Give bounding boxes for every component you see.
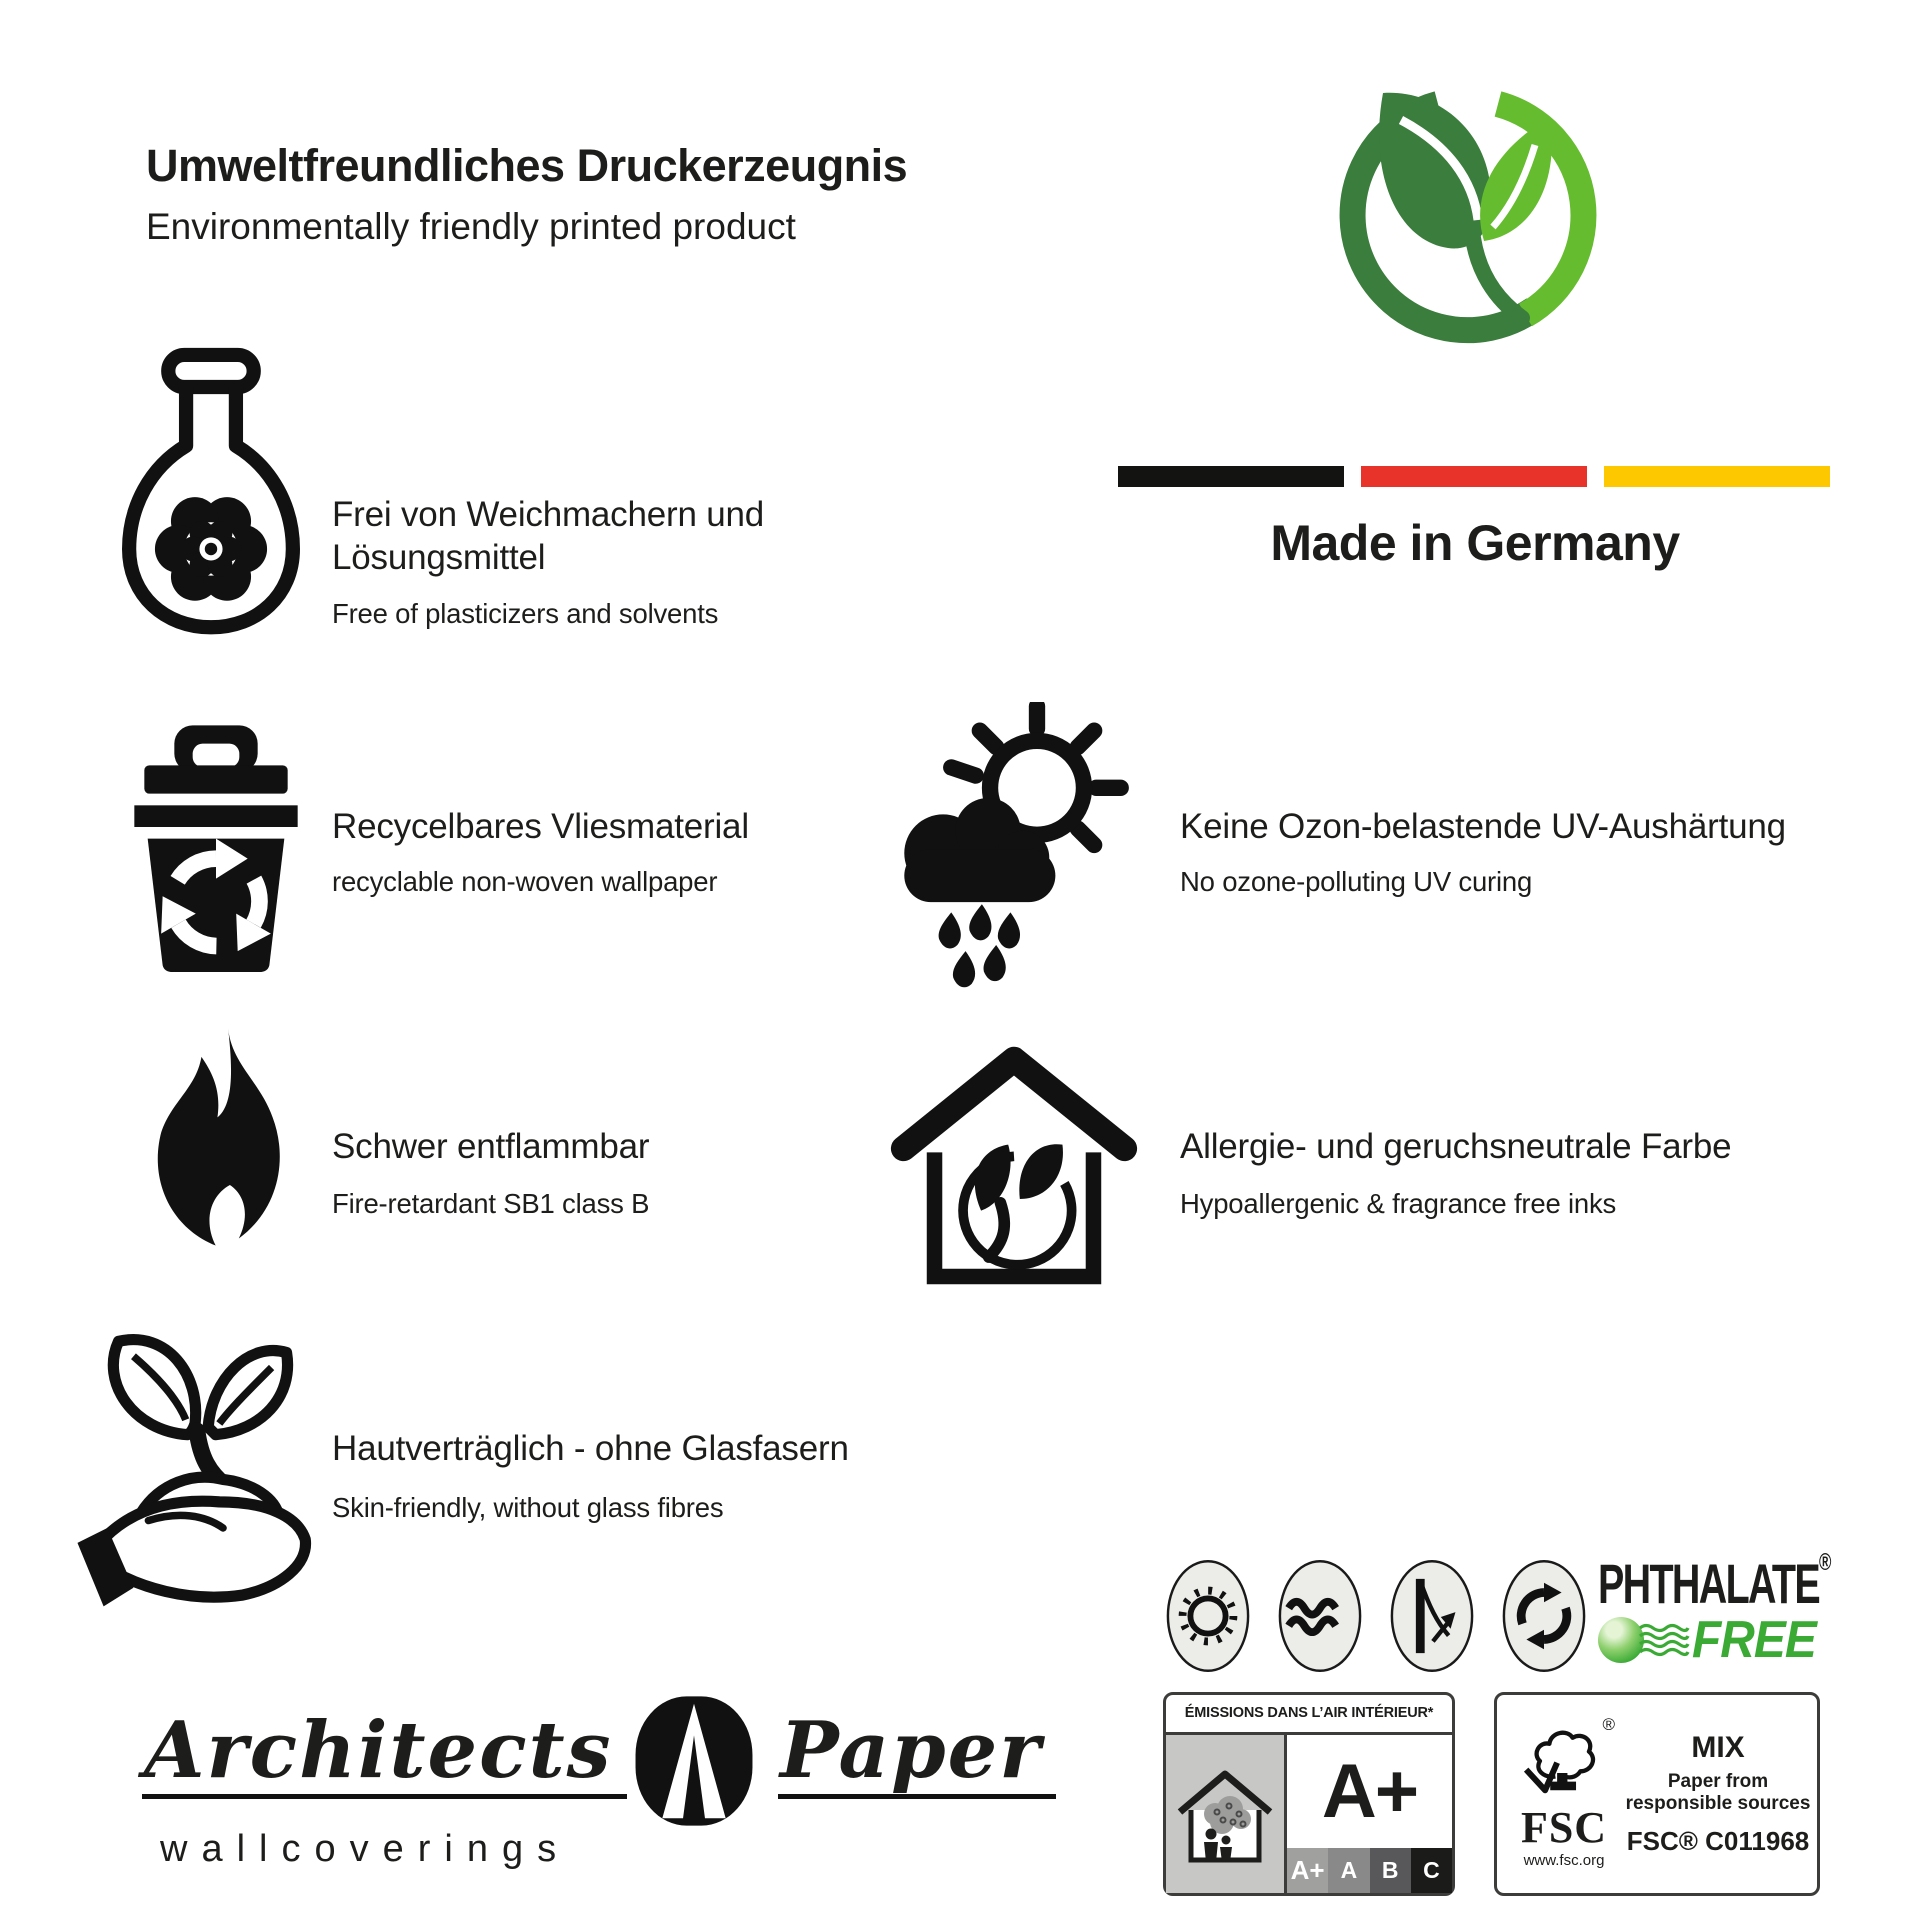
fsc-desc-line1: Paper from — [1667, 1770, 1769, 1792]
lightfastness-sun-icon — [1164, 1556, 1252, 1676]
feature-text-en: No ozone-polluting UV curing — [1180, 866, 1533, 897]
house-leaf-icon — [888, 1040, 1140, 1292]
scale-cell-a: A — [1328, 1848, 1369, 1893]
feature-text-de: Frei von Weichmachern und Lösungsmittel — [332, 495, 765, 577]
emissions-house-cell — [1166, 1735, 1287, 1893]
phthalate-free-logo — [1598, 1550, 1858, 1670]
registered-mark: ® — [1819, 1550, 1830, 1576]
brand-word-paper: Paper — [778, 1712, 1056, 1799]
emissions-title: ÉMISSIONS DANS L’AIR INTÉRIEUR* — [1166, 1695, 1452, 1735]
page-subtitle: Environmentally friendly printed product — [146, 206, 796, 247]
green-dot-recycle-icon — [1500, 1556, 1588, 1676]
feature-text-de: Allergie- und geruchsneutrale Farbe — [1180, 1127, 1732, 1166]
fsc-acronym: FSC — [1520, 1803, 1608, 1853]
fsc-desc-line2: responsible sources — [1625, 1792, 1811, 1814]
flag-black-bar — [1118, 466, 1344, 487]
architects-paper-badge-icon — [632, 1694, 756, 1828]
brand-subline: wallcoverings — [160, 1828, 571, 1870]
feature-text-de: Keine Ozon-belastende UV-Aushärtung — [1180, 807, 1786, 846]
scale-cell-b: B — [1370, 1848, 1411, 1893]
washable-waves-icon — [1276, 1556, 1364, 1676]
fsc-tree-icon — [1521, 1719, 1607, 1803]
feature-text-en: Fire-retardant SB1 class B — [332, 1188, 650, 1219]
feature-text-en: Skin-friendly, without glass fibres — [332, 1492, 724, 1523]
feature-text-de: Recycelbares Vliesmaterial — [332, 807, 749, 846]
phthalate-word: PHTHALATE® — [1598, 1550, 1830, 1615]
flag-gold-bar — [1604, 466, 1830, 487]
page-title: Umweltfreundliches Druckerzeugnis — [146, 140, 908, 191]
flower-glyph — [155, 497, 267, 601]
fsc-url: www.fsc.org — [1523, 1851, 1605, 1869]
free-word: FREE — [1692, 1611, 1816, 1669]
fsc-mix-type: MIX — [1691, 1730, 1745, 1764]
recycling-bin-icon — [118, 722, 314, 972]
feature-text-en: recyclable non-woven wallpaper — [332, 866, 718, 897]
flame-icon — [132, 1028, 310, 1278]
scale-cell-c: C — [1411, 1848, 1452, 1893]
flag-red-bar — [1361, 466, 1587, 487]
feature-text-en: Hypoallergenic & fragrance free inks — [1180, 1188, 1617, 1219]
feature-text-de: Schwer entflammbar — [332, 1127, 650, 1166]
emissions-grade: A+ — [1321, 1749, 1418, 1834]
sun-cloud-rain-icon — [890, 702, 1135, 988]
feature-text-en: Free of plasticizers and solvents — [332, 598, 719, 629]
scale-cell-aplus: A+ — [1287, 1848, 1328, 1893]
hand-seedling-icon — [70, 1322, 350, 1622]
eco-leaf-logo-icon — [1298, 55, 1638, 355]
emissions-scale — [1287, 1848, 1452, 1893]
fsc-code: FSC® C011968 — [1626, 1826, 1810, 1857]
fsc-label — [1494, 1692, 1820, 1896]
german-flag-bars — [1118, 466, 1830, 487]
waves-icon — [1638, 1623, 1690, 1657]
house-emissions-icon — [1175, 1754, 1275, 1874]
flask-flower-icon — [122, 342, 300, 642]
strippable-peel-icon — [1388, 1556, 1476, 1676]
made-in-germany-label: Made in Germany — [1270, 515, 1680, 571]
registered-mark: ® — [1602, 1715, 1615, 1735]
brand-word-architects: Architects — [142, 1712, 627, 1799]
emissions-air-label — [1163, 1692, 1455, 1896]
feature-text-de: Hautverträglich - ohne Glasfasern — [332, 1429, 849, 1468]
